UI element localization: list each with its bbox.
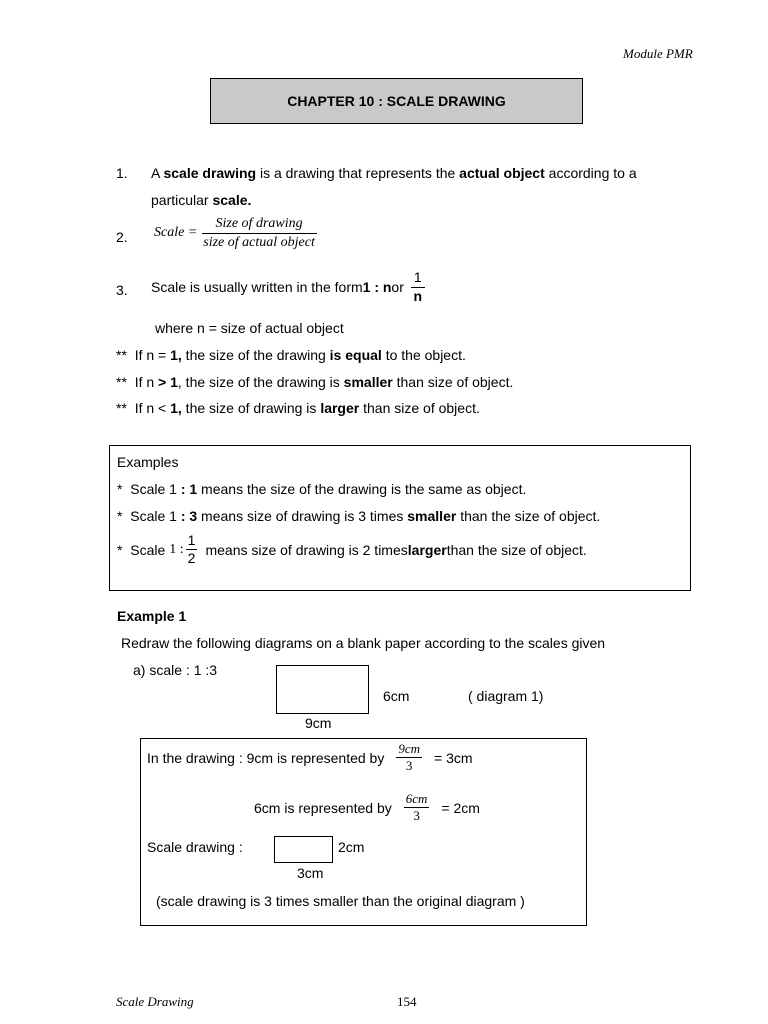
- rule-stars: **: [116, 374, 127, 390]
- rule-keyword: is equal: [329, 347, 382, 363]
- term-scale: scale.: [212, 192, 252, 208]
- text: , the size of the drawing is: [177, 374, 344, 390]
- example-1-instruction: Redraw the following diagrams on a blank paper according to the scales given: [121, 635, 606, 651]
- text: means size of drawing is 2 times: [205, 541, 408, 558]
- where-clause: where n = size of actual object: [155, 320, 344, 336]
- scale-drawing-label: Scale drawing :: [147, 839, 243, 855]
- rule-stars: **: [116, 400, 127, 416]
- scaled-height: 2cm: [338, 839, 365, 855]
- term-scale-drawing: scale drawing: [163, 165, 257, 181]
- ratio: : 3: [180, 508, 198, 524]
- fraction-numerator: 9cm: [396, 742, 422, 758]
- text: the size of the drawing: [181, 347, 330, 363]
- bullet: *: [117, 541, 123, 558]
- solution-line-1: [147, 742, 473, 774]
- page-number: 154: [397, 994, 417, 1009]
- diagram-1-rectangle: [276, 665, 369, 714]
- height-result: = 2cm: [441, 799, 480, 816]
- item-3-text: [151, 270, 425, 305]
- ratio-form: 1 : n: [362, 279, 392, 296]
- rule-smaller: [116, 374, 513, 390]
- formula-denominator: size of actual object: [203, 235, 315, 251]
- bullet: *: [117, 481, 123, 497]
- text: A: [151, 165, 164, 181]
- text: the size of drawing is: [181, 400, 321, 416]
- formula-lhs: Scale =: [154, 225, 198, 241]
- text: If n =: [134, 347, 171, 363]
- formula-fraction: [201, 216, 317, 251]
- rule-keyword: larger: [320, 400, 360, 416]
- text: Scale: [130, 541, 166, 558]
- scaled-rectangle: [274, 836, 333, 863]
- height-fraction: [404, 792, 430, 824]
- item-1-line-1: [151, 165, 637, 181]
- part-a-label: a) scale : 1 :3: [133, 662, 218, 678]
- item-1-number: 1.: [116, 165, 128, 181]
- footer-title: Scale Drawing: [116, 994, 194, 1009]
- fraction-denominator: 2: [187, 550, 196, 567]
- chapter-title-box: [210, 78, 583, 124]
- example-scale-1-1: [117, 481, 526, 497]
- text: particular: [151, 192, 213, 208]
- text: means the size of the drawing is the same as object.: [197, 481, 527, 497]
- text: according to a: [544, 165, 637, 181]
- scale-formula: [154, 216, 317, 251]
- ratio-fraction: [411, 270, 425, 305]
- width-fraction: [396, 742, 422, 774]
- diagram-1-width: 9cm: [305, 715, 332, 731]
- solution-line-2: [254, 792, 480, 824]
- chapter-title: CHAPTER 10 : SCALE DRAWING: [287, 93, 506, 109]
- formula-numerator: Size of drawing: [202, 216, 317, 234]
- width-result: = 3cm: [434, 749, 473, 766]
- text: to the object.: [381, 347, 466, 363]
- text: than the size of object.: [456, 508, 601, 524]
- keyword: smaller: [407, 508, 457, 524]
- item-2-number: 2.: [116, 229, 128, 245]
- ratio: : 1: [180, 481, 198, 497]
- example-scale-1-half: [117, 533, 587, 567]
- text: Scale 1: [130, 508, 181, 524]
- fraction-denominator: 3: [405, 758, 413, 774]
- rule-condition: > 1: [158, 374, 178, 390]
- text: than the size of object.: [446, 541, 587, 558]
- term-actual-object: actual object: [459, 165, 545, 181]
- text: means size of drawing is 3 times: [197, 508, 408, 524]
- examples-heading: Examples: [117, 454, 179, 470]
- rule-keyword: smaller: [343, 374, 393, 390]
- text: or: [391, 279, 404, 296]
- text: Scale is usually written in the form: [151, 279, 363, 296]
- text: In the drawing : 9cm is represented by: [147, 749, 385, 766]
- item-1-line-2: [151, 192, 251, 208]
- half-fraction: [186, 533, 198, 567]
- text: Scale 1: [130, 481, 181, 497]
- fraction-numerator: 1: [411, 270, 425, 288]
- diagram-1-label: ( diagram 1): [468, 688, 544, 704]
- scaled-width: 3cm: [297, 865, 324, 881]
- ratio: 1 :: [169, 541, 184, 557]
- example-1-heading: Example 1: [117, 608, 187, 624]
- module-header: Module PMR: [623, 46, 693, 61]
- rule-equal: [116, 347, 466, 363]
- text: than size of object.: [392, 374, 514, 390]
- text: If n <: [134, 400, 171, 416]
- bullet: *: [117, 508, 123, 524]
- rule-stars: **: [116, 347, 127, 363]
- fraction-numerator: 6cm: [404, 792, 430, 808]
- rule-larger: [116, 400, 480, 416]
- fraction-denominator: n: [413, 288, 423, 305]
- example-scale-1-3: [117, 508, 600, 524]
- text: 6cm is represented by: [254, 799, 392, 816]
- rule-condition: 1,: [170, 347, 182, 363]
- fraction-denominator: 3: [413, 808, 420, 824]
- text: is a drawing that represents the: [256, 165, 460, 181]
- item-3-number: 3.: [116, 282, 128, 298]
- diagram-1-height: 6cm: [383, 688, 410, 704]
- solution-note: (scale drawing is 3 times smaller than the original diagram ): [156, 893, 525, 909]
- fraction-numerator: 1: [186, 533, 198, 550]
- text: If n: [134, 374, 159, 390]
- rule-condition: 1,: [170, 400, 182, 416]
- keyword: larger: [407, 541, 447, 558]
- text: than size of object.: [359, 400, 480, 416]
